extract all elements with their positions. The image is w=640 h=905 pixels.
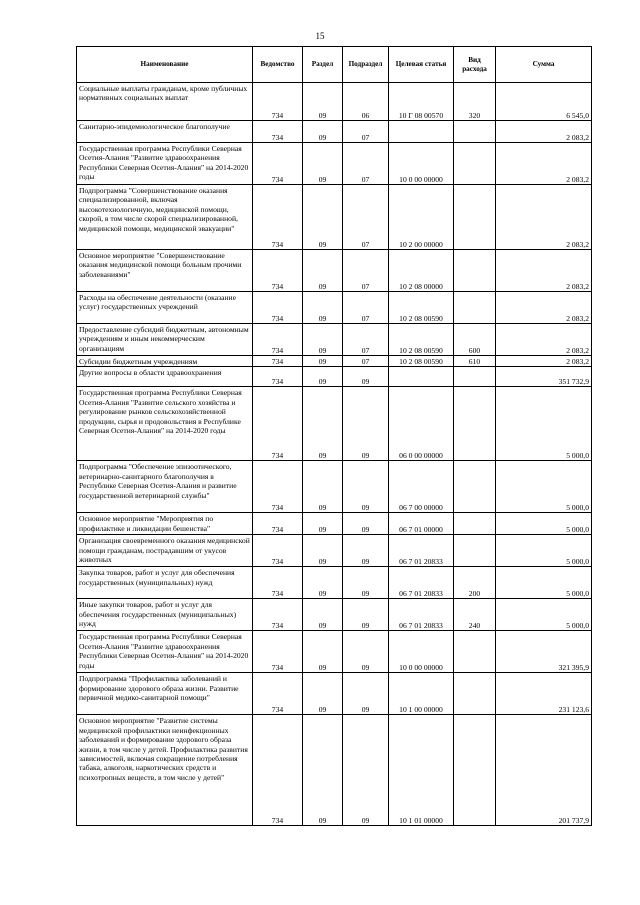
row-subsection: 07	[343, 324, 389, 356]
row-subsection: 07	[343, 143, 389, 185]
table-row	[77, 387, 592, 461]
row-expense-type	[454, 513, 496, 535]
row-department: 734	[253, 599, 303, 631]
row-subsection: 09	[343, 387, 389, 461]
row-department: 734	[253, 292, 303, 324]
row-name: Социальные выплаты гражданам, кроме публичных нормативных социальных выплат	[77, 83, 253, 121]
table-row	[77, 535, 592, 567]
row-section: 09	[303, 185, 343, 250]
row-subsection: 09	[343, 631, 389, 673]
row-subsection: 09	[343, 567, 389, 599]
row-subsection: 06	[343, 83, 389, 121]
row-section: 09	[303, 631, 343, 673]
row-expense-type	[454, 367, 496, 387]
table-row	[77, 567, 592, 599]
row-subsection: 09	[343, 673, 389, 715]
row-target-article: 06 7 01 20833	[389, 567, 454, 599]
row-target-article: 06 0 00 00000	[389, 387, 454, 461]
row-section: 09	[303, 324, 343, 356]
row-section: 09	[303, 461, 343, 513]
row-name: Иные закупки товаров, работ и услуг для обеспечения государственных (муниципальных) нужд	[77, 599, 253, 631]
row-target-article: 10 1 00 00000	[389, 673, 454, 715]
row-subsection: 07	[343, 292, 389, 324]
row-expense-type	[454, 461, 496, 513]
row-section: 09	[303, 356, 343, 367]
header-target-article: Целевая статья	[389, 47, 454, 83]
table-row	[77, 356, 592, 367]
row-department: 734	[253, 387, 303, 461]
row-subsection: 09	[343, 715, 389, 826]
row-subsection: 07	[343, 250, 389, 292]
row-amount: 5 000,0	[496, 387, 592, 461]
table-row	[77, 513, 592, 535]
row-section: 09	[303, 83, 343, 121]
row-target-article: 10 1 01 00000	[389, 715, 454, 826]
row-department: 734	[253, 367, 303, 387]
table-row	[77, 631, 592, 673]
row-name: Основное мероприятие "Мероприятия по профилактике и ликвидации бешенства"	[77, 513, 253, 535]
row-amount: 2 083,2	[496, 143, 592, 185]
row-name: Подпрограмма "Обеспечение эпизоотического, ветеринарно-санитарного благополучия в Республике Северная Осетия-Алания и развитие государственной ветеринарной службы"	[77, 461, 253, 513]
row-amount: 2 083,2	[496, 292, 592, 324]
row-amount: 5 000,0	[496, 535, 592, 567]
row-amount: 321 395,9	[496, 631, 592, 673]
row-name: Расходы на обеспечение деятельности (оказание услуг) государственных учреждений	[77, 292, 253, 324]
row-target-article	[389, 121, 454, 143]
row-amount: 5 000,0	[496, 599, 592, 631]
row-amount: 201 737,9	[496, 715, 592, 826]
row-target-article: 10 2 08 00590	[389, 356, 454, 367]
row-expense-type: 320	[454, 83, 496, 121]
row-amount: 351 732,9	[496, 367, 592, 387]
header-department: Ведомство	[253, 47, 303, 83]
row-expense-type	[454, 535, 496, 567]
row-department: 734	[253, 143, 303, 185]
row-department: 734	[253, 715, 303, 826]
row-amount: 5 000,0	[496, 567, 592, 599]
row-name: Государственная программа Республики Северная Осетия-Алания "Развитие сельского хозяйства и регулирование рынков сельскохозяйственной продукции, сырья и продовольствия в Республике Северная Осетия-Алания" на 2014-2020 годы	[77, 387, 253, 461]
row-target-article: 10 0 00 00000	[389, 143, 454, 185]
row-target-article: 10 Г 08 00570	[389, 83, 454, 121]
row-expense-type	[454, 185, 496, 250]
row-target-article: 10 2 08 00000	[389, 250, 454, 292]
row-name: Государственная программа Республики Северная Осетия-Алания "Развитие здравоохранения Республики Северная Осетия-Алания" на 2014-2020 годы	[77, 631, 253, 673]
row-name: Государственная программа Республики Северная Осетия-Алания "Развитие здравоохранения Республики Северная Осетия-Алания" на 2014-2020 годы	[77, 143, 253, 185]
row-section: 09	[303, 387, 343, 461]
row-amount: 2 083,2	[496, 356, 592, 367]
row-name: Субсидии бюджетным учреждениям	[77, 356, 253, 367]
row-section: 09	[303, 599, 343, 631]
table-row	[77, 367, 592, 387]
row-department: 734	[253, 185, 303, 250]
row-section: 09	[303, 673, 343, 715]
row-target-article: 10 2 00 00000	[389, 185, 454, 250]
row-expense-type: 240	[454, 599, 496, 631]
row-expense-type	[454, 292, 496, 324]
table-body	[77, 83, 592, 826]
row-name: Организация своевременного оказания медицинской помощи гражданам, пострадавшим от укусов животных	[77, 535, 253, 567]
table-row	[77, 121, 592, 143]
table-row	[77, 673, 592, 715]
table-row	[77, 715, 592, 826]
row-department: 734	[253, 324, 303, 356]
row-department: 734	[253, 461, 303, 513]
row-section: 09	[303, 121, 343, 143]
row-section: 09	[303, 292, 343, 324]
row-section: 09	[303, 143, 343, 185]
row-target-article	[389, 367, 454, 387]
row-subsection: 07	[343, 121, 389, 143]
row-name: Подпрограмма "Профилактика заболеваний и формирование здорового образа жизни. Развитие первичной медико-санитарной помощи"	[77, 673, 253, 715]
row-section: 09	[303, 250, 343, 292]
row-department: 734	[253, 83, 303, 121]
row-name: Основное мероприятие "Развитие системы медицинской профилактики неинфекционных заболеваний и формирование здорового образа жизни, в том числе у детей. Профилактика развития зависимостей, включая сокращение потребления табака, алкоголя, наркотических средств и психотропных веществ, в том числе у детей"	[77, 715, 253, 826]
table-row	[77, 250, 592, 292]
row-department: 734	[253, 356, 303, 367]
row-department: 734	[253, 673, 303, 715]
row-subsection: 09	[343, 461, 389, 513]
row-expense-type	[454, 387, 496, 461]
row-amount: 5 000,0	[496, 513, 592, 535]
row-department: 734	[253, 513, 303, 535]
table-row	[77, 461, 592, 513]
table-row	[77, 324, 592, 356]
header-expense-type: Вид расхода	[454, 47, 496, 83]
row-name: Подпрограмма "Совершенствование оказания специализированной, включая высокотехнологичную, медицинской помощи, скорой, в том числе скорой специализированной, медицинской помощи, медицинской эвакуации"	[77, 185, 253, 250]
row-subsection: 09	[343, 535, 389, 567]
row-amount: 2 083,2	[496, 250, 592, 292]
row-expense-type	[454, 715, 496, 826]
row-name: Закупка товаров, работ и услуг для обеспечения государственных (муниципальных) нужд	[77, 567, 253, 599]
row-expense-type	[454, 631, 496, 673]
row-target-article: 06 7 00 00000	[389, 461, 454, 513]
table-row	[77, 292, 592, 324]
row-department: 734	[253, 567, 303, 599]
row-section: 09	[303, 367, 343, 387]
row-expense-type	[454, 673, 496, 715]
row-expense-type: 610	[454, 356, 496, 367]
row-expense-type: 200	[454, 567, 496, 599]
budget-table	[76, 46, 592, 826]
row-expense-type	[454, 143, 496, 185]
row-department: 734	[253, 121, 303, 143]
row-target-article: 10 2 08 00590	[389, 292, 454, 324]
row-name: Основное мероприятие "Совершенствование оказания медицинской помощи больным прочими заболеваниями"	[77, 250, 253, 292]
row-expense-type	[454, 250, 496, 292]
table-row	[77, 143, 592, 185]
table-row	[77, 599, 592, 631]
row-section: 09	[303, 535, 343, 567]
row-amount: 231 123,6	[496, 673, 592, 715]
header-amount: Сумма	[496, 47, 592, 83]
row-subsection: 07	[343, 185, 389, 250]
table-row	[77, 83, 592, 121]
row-target-article: 10 0 00 00000	[389, 631, 454, 673]
row-subsection: 09	[343, 513, 389, 535]
row-amount: 2 083,2	[496, 185, 592, 250]
row-name: Предоставление субсидий бюджетным, автономным учреждениям и иным некоммерческим организациям	[77, 324, 253, 356]
row-section: 09	[303, 567, 343, 599]
row-expense-type	[454, 121, 496, 143]
header-subsection: Подраздел	[343, 47, 389, 83]
row-section: 09	[303, 513, 343, 535]
header-name: Наименование	[77, 47, 253, 83]
row-subsection: 07	[343, 356, 389, 367]
row-department: 734	[253, 250, 303, 292]
row-target-article: 06 7 01 00000	[389, 513, 454, 535]
header-section: Раздел	[303, 47, 343, 83]
row-name: Санитарно-эпидемиологическое благополучие	[77, 121, 253, 143]
row-amount: 2 083,2	[496, 324, 592, 356]
row-name: Другие вопросы в области здравоохранения	[77, 367, 253, 387]
row-expense-type: 600	[454, 324, 496, 356]
row-subsection: 09	[343, 599, 389, 631]
page-number: 15	[315, 31, 325, 41]
table-header-row	[77, 47, 592, 83]
row-department: 734	[253, 631, 303, 673]
row-section: 09	[303, 715, 343, 826]
row-subsection: 09	[343, 367, 389, 387]
row-target-article: 06 7 01 20833	[389, 535, 454, 567]
table-row	[77, 185, 592, 250]
row-target-article: 06 7 01 20833	[389, 599, 454, 631]
row-amount: 6 545,0	[496, 83, 592, 121]
row-target-article: 10 2 08 00590	[389, 324, 454, 356]
row-amount: 5 000,0	[496, 461, 592, 513]
row-amount: 2 083,2	[496, 121, 592, 143]
row-department: 734	[253, 535, 303, 567]
